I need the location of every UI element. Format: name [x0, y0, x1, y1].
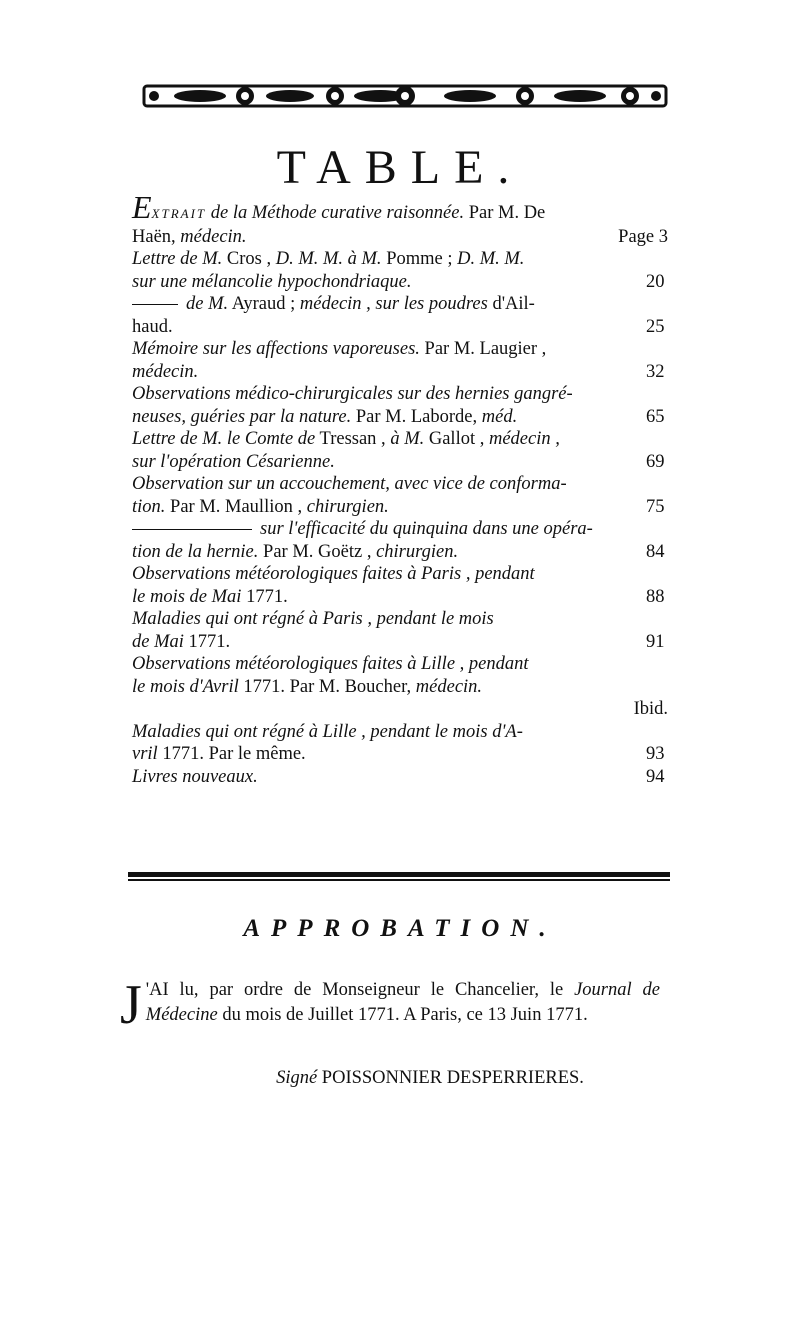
entry-title: sur une mélancolie hypochondriaque. — [132, 271, 412, 292]
entry-title: Observations météorologiques faites à Lille , pendant — [132, 654, 529, 674]
toc-entry — [132, 338, 668, 383]
entry-title: Observations météorologiques faites à Paris , pendant — [132, 564, 535, 584]
entry-title: de Mai — [132, 631, 184, 652]
toc-line — [132, 743, 668, 766]
entry-author: Ayraud ; — [231, 294, 296, 314]
toc-line — [132, 473, 668, 496]
toc-line — [132, 383, 668, 406]
entry-title: médecin , sur les poudres — [299, 294, 488, 314]
toc-entry — [132, 608, 668, 653]
toc-entry — [132, 248, 668, 293]
entry-title: Maladies qui ont régné à Paris , pendant le mois — [132, 609, 494, 629]
entry-title: Lettre de M. le Comte de — [132, 429, 316, 449]
toc-line — [132, 226, 668, 249]
entry-title: D. M. M. — [457, 249, 525, 269]
journal-title: Journal de Médecine — [145, 980, 660, 1025]
entry-title: vril — [132, 744, 158, 764]
entry-title: de M. — [186, 294, 229, 314]
toc-line — [132, 766, 668, 789]
toc-entry — [132, 473, 668, 518]
table-of-contents — [132, 189, 668, 788]
toc-line — [132, 338, 668, 361]
section-divider — [128, 872, 670, 881]
toc-line — [132, 361, 668, 384]
toc-line — [154, 293, 668, 316]
page-number: 32 — [646, 361, 665, 382]
entry-title: Lettre de M. — [132, 249, 223, 269]
toc-line — [132, 316, 668, 339]
page-number: 88 — [646, 586, 665, 607]
entry-title: Observation sur un accouchement, avec vice de conforma- — [132, 474, 567, 494]
entry-title: tion. — [132, 496, 166, 517]
toc-line — [132, 631, 668, 654]
entry-author: d'Ail- — [492, 294, 535, 314]
signatory-name: POISSONNIER DESPERRIERES. — [321, 1068, 584, 1088]
toc-line — [132, 653, 668, 676]
entry-title: Livres nouveaux. — [132, 766, 258, 787]
entry-title: médecin. — [180, 226, 247, 247]
drop-cap: J — [120, 974, 142, 1036]
toc-entry — [132, 383, 668, 428]
entry-author: Par M. De — [468, 203, 546, 223]
entry-author: Par M. Maullion , — [170, 496, 303, 517]
page-number: 94 — [646, 766, 665, 787]
approbation-line: Paris, ce 13 Juin 1771. — [420, 1005, 588, 1025]
entry-author: Par M. Laugier , — [424, 339, 547, 359]
entry-title: le mois d'Avril — [132, 676, 239, 697]
ditto-rule — [132, 529, 252, 530]
approbation-line: 'AI lu, par ordre de Monseigneur le Chancelier, le — [145, 980, 564, 1000]
page-number: 91 — [646, 631, 665, 652]
entry-author: Cros , — [226, 249, 272, 269]
approbation-text — [120, 974, 660, 1036]
signature-label: Signé — [276, 1068, 318, 1088]
toc-line — [132, 541, 668, 564]
toc-line — [132, 676, 668, 699]
toc-line — [132, 428, 668, 451]
entry-author: Par M. Goëtz , — [263, 541, 372, 562]
entry-text: 1771. — [188, 631, 231, 652]
entry-title: neuses, guéries par la nature. — [132, 406, 352, 427]
entry-title: méd. — [481, 406, 518, 427]
entry-author: Par M. Laborde, — [355, 406, 478, 427]
entry-text: 1771. — [246, 586, 288, 607]
entry-title: médecin. — [132, 361, 199, 382]
page-number: 65 — [646, 406, 665, 427]
entry-title: chirurgien. — [306, 496, 389, 517]
divider-thin-rule — [128, 879, 670, 881]
toc-entry — [132, 428, 668, 473]
divider-thick-rule — [128, 872, 670, 877]
signature-line — [0, 1068, 800, 1089]
toc-line — [132, 496, 668, 519]
page-number: Page 3 — [618, 226, 668, 247]
page-number: 25 — [646, 316, 665, 337]
drop-cap: E — [132, 189, 152, 225]
page-number: Ibid. — [633, 699, 668, 719]
entry-title: tion de la hernie. — [132, 541, 259, 562]
entry-author: Haën, — [132, 226, 176, 247]
toc-entry — [132, 518, 668, 563]
entry-author: 1771. Par M. Boucher, — [243, 676, 412, 697]
page-number: 69 — [646, 451, 665, 472]
entry-title: sur l'efficacité du quinquina dans une opéra- — [260, 519, 593, 539]
toc-entry — [132, 721, 668, 766]
fleuron-band-icon — [140, 80, 670, 112]
toc-line — [154, 518, 668, 541]
approbation-line: du mois de Juillet 1771. A — [222, 1005, 416, 1025]
entry-title: chirurgien. — [376, 541, 459, 562]
entry-title: à M. — [390, 429, 425, 449]
ditto-rule — [132, 304, 178, 305]
page-number: 20 — [646, 271, 665, 292]
toc-entry — [132, 563, 668, 608]
entry-title: de la Méthode curative raisonnée. — [210, 203, 465, 223]
entry-text: XTRAIT — [151, 206, 207, 221]
entry-title: Observations médico-chirurgicales sur des hernies gangré- — [132, 384, 573, 404]
toc-line — [132, 271, 668, 294]
entry-author: Pomme ; — [386, 249, 453, 269]
page-number: 84 — [646, 541, 665, 562]
entry-title: médecin. — [415, 676, 483, 697]
entry-title: le mois de Mai — [132, 586, 242, 607]
page-title: TABLE. — [276, 141, 524, 194]
entry-author: 1771. Par le même. — [162, 744, 306, 764]
page-number: 75 — [646, 496, 665, 517]
entry-title: sur l'opération Césarienne. — [132, 451, 335, 472]
toc-entry — [132, 189, 668, 248]
toc-line — [132, 608, 668, 631]
entry-title: Mémoire sur les affections vaporeuses. — [132, 339, 420, 359]
page-number: 93 — [646, 744, 665, 764]
toc-line — [132, 451, 668, 474]
entry-text: haud. — [132, 316, 173, 337]
toc-entry — [132, 766, 668, 789]
approbation-heading: APPROBATION. — [243, 915, 557, 942]
toc-line — [154, 698, 668, 721]
toc-line — [132, 248, 668, 271]
toc-entry — [132, 293, 668, 338]
entry-title: D. M. M. à M. — [275, 249, 382, 269]
toc-line — [132, 586, 668, 609]
entry-author: Gallot , — [428, 429, 485, 449]
toc-line — [132, 406, 668, 429]
toc-line — [132, 721, 668, 744]
entry-title: médecin , — [488, 429, 560, 449]
entry-author: Tressan , — [319, 429, 386, 449]
toc-line — [132, 563, 668, 586]
toc-line — [132, 189, 668, 226]
entry-title: Maladies qui ont régné à Lille , pendant le mois d'A- — [132, 721, 523, 742]
toc-entry — [132, 653, 668, 721]
